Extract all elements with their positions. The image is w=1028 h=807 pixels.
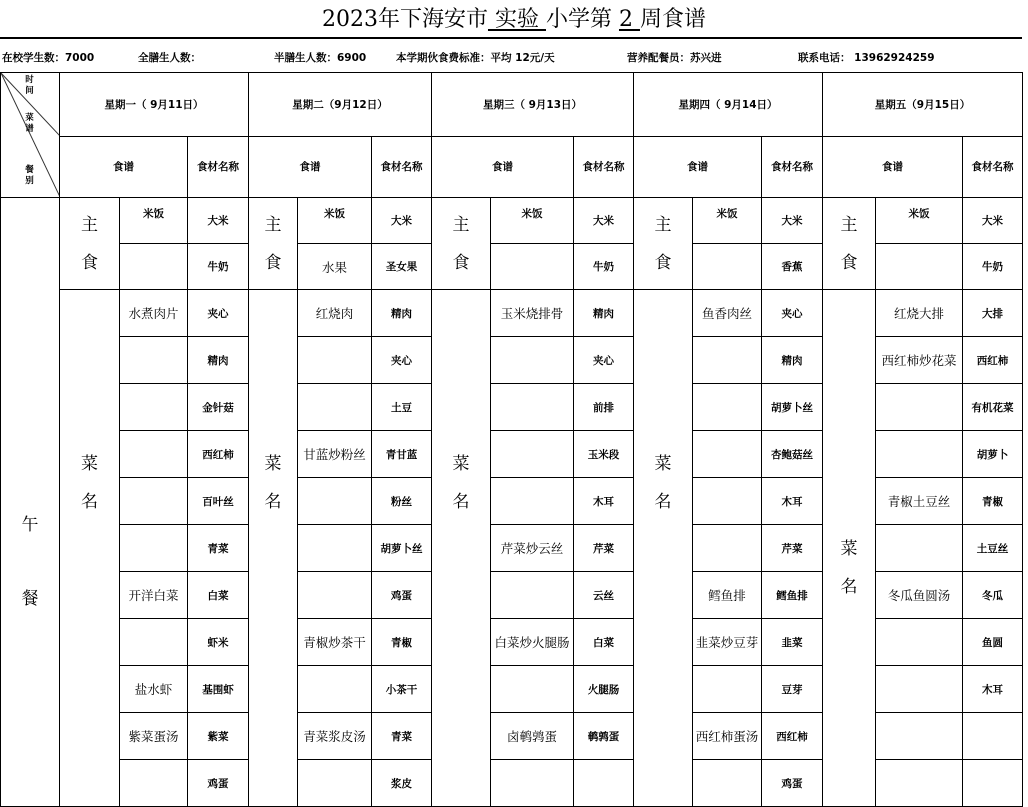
dishes-char-2: 名 (654, 492, 672, 512)
recipe-cell (876, 666, 963, 713)
title-school: 实验 (487, 7, 546, 32)
ingredient-cell: 胡萝卜丝 (762, 384, 823, 431)
ingredient-column-header: 食材名称 (188, 136, 249, 198)
staple-char-1: 主 (840, 214, 858, 235)
ingredient-cell: 大米 (188, 198, 249, 244)
recipe-cell (491, 666, 574, 713)
meal-type-lunch (1, 198, 60, 807)
recipe-cell (120, 619, 188, 666)
recipe-cell (491, 478, 574, 525)
staple-char-1: 主 (264, 214, 282, 235)
recipe-cell: 白菜炒火腿肠 (491, 619, 574, 666)
ingredient-cell: 青椒 (963, 478, 1023, 525)
recipe-cell (120, 478, 188, 525)
ingredient-cell: 芹菜 (762, 525, 823, 572)
fee-standard: 本学期伙食费标准：平均 12元/天 (396, 52, 555, 64)
dishes-char-2: 名 (81, 492, 98, 512)
ingredient-cell: 基围虾 (188, 666, 249, 713)
ingredient-column-header: 食材名称 (574, 136, 634, 198)
staple-char-2: 食 (264, 252, 282, 273)
recipe-cell: 卤鹌鹑蛋 (491, 713, 574, 760)
recipe-cell: 芹菜炒云丝 (491, 525, 574, 572)
ingredient-cell: 玉米段 (574, 431, 634, 478)
dishes-char-1: 菜 (264, 454, 282, 474)
recipe-cell (298, 525, 372, 572)
ingredient-cell: 木耳 (762, 478, 823, 525)
ingredient-cell: 牛奶 (963, 244, 1023, 290)
ingredient-cell: 有机花菜 (963, 384, 1023, 431)
recipe-cell: 米饭 (298, 198, 372, 244)
title-week: 2 (618, 7, 640, 32)
staple-char-2: 食 (81, 252, 98, 273)
recipe-cell: 水果 (298, 244, 372, 290)
ingredient-cell: 精肉 (762, 337, 823, 384)
ingredient-cell: 大米 (963, 198, 1023, 244)
recipe-cell (693, 525, 762, 572)
dishes-char-1: 菜 (452, 454, 470, 474)
corner-label-menu: 菜谱 (25, 113, 34, 134)
recipe-cell (491, 760, 574, 807)
ingredient-cell: 牛奶 (574, 244, 634, 290)
dishes-char-1: 菜 (840, 539, 858, 559)
title-prefix: 2023年下海安市 (321, 7, 488, 32)
ingredient-cell: 大米 (372, 198, 432, 244)
recipe-cell: 甘蓝炒粉丝 (298, 431, 372, 478)
ingredient-cell: 虾米 (188, 619, 249, 666)
ingredient-cell: 夹心 (372, 337, 432, 384)
recipe-cell: 水煮肉片 (120, 290, 188, 337)
recipe-cell (120, 244, 188, 290)
ingredient-column-header: 食材名称 (372, 136, 432, 198)
recipe-cell: 米饭 (491, 198, 574, 244)
staple-char-2: 食 (654, 252, 672, 273)
ingredient-cell: 夹心 (188, 290, 249, 337)
recipe-cell (120, 431, 188, 478)
dietitian: 营养配餐员：苏兴进 (627, 52, 722, 64)
ingredient-cell: 大排 (963, 290, 1023, 337)
day-header-2: 星期二（9月12日） (249, 73, 432, 137)
staple-group-label (634, 198, 693, 290)
ingredient-cell (963, 713, 1023, 760)
staple-char-2: 食 (840, 252, 858, 273)
ingredient-cell: 香蕉 (762, 244, 823, 290)
recipe-cell (298, 384, 372, 431)
recipe-cell: 盐水虾 (120, 666, 188, 713)
staple-group-label (432, 198, 491, 290)
ingredient-cell: 浆皮 (372, 760, 432, 807)
ingredient-cell: 夹心 (762, 290, 823, 337)
corner-header-cell (1, 73, 60, 198)
day-header-5: 星期五（9月15日） (823, 73, 1023, 137)
ingredient-cell: 粉丝 (372, 478, 432, 525)
ingredient-cell: 西红柿 (963, 337, 1023, 384)
recipe-cell (693, 478, 762, 525)
recipe-cell (693, 760, 762, 807)
title-middle: 小学第 (545, 7, 619, 32)
ingredient-cell: 青菜 (372, 713, 432, 760)
recipe-cell (298, 572, 372, 619)
ingredient-cell: 前排 (574, 384, 634, 431)
recipe-cell (491, 431, 574, 478)
recipe-cell (876, 431, 963, 478)
contact-phone: 联系电话： 13962924259 (798, 52, 935, 64)
day-header-3: 星期三（ 9月13日） (432, 73, 634, 137)
menu-table (0, 72, 1023, 807)
ingredient-cell: 云丝 (574, 572, 634, 619)
recipe-cell: 青椒土豆丝 (876, 478, 963, 525)
recipe-cell (876, 525, 963, 572)
ingredient-cell: 精肉 (372, 290, 432, 337)
staple-char-1: 主 (452, 214, 470, 235)
recipe-cell: 米饭 (120, 198, 188, 244)
recipe-cell (693, 431, 762, 478)
page-title (0, 0, 1028, 38)
recipe-cell (876, 384, 963, 431)
dishes-group-label (249, 290, 298, 807)
ingredient-cell: 精肉 (574, 290, 634, 337)
recipe-cell (298, 760, 372, 807)
staple-char-1: 主 (81, 214, 98, 235)
dishes-char-1: 菜 (654, 454, 672, 474)
ingredient-cell: 鸡蛋 (762, 760, 823, 807)
recipe-cell: 开洋白菜 (120, 572, 188, 619)
ingredient-cell: 大米 (762, 198, 823, 244)
ingredient-cell: 西红柿 (762, 713, 823, 760)
ingredient-cell: 土豆丝 (963, 525, 1023, 572)
recipe-cell (120, 384, 188, 431)
ingredient-cell: 豆芽 (762, 666, 823, 713)
recipe-cell (693, 244, 762, 290)
day-header-4: 星期四（ 9月14日） (634, 73, 823, 137)
ingredient-cell: 圣女果 (372, 244, 432, 290)
recipe-cell (491, 572, 574, 619)
recipe-cell (298, 478, 372, 525)
recipe-cell: 西红柿蛋汤 (693, 713, 762, 760)
ingredient-cell: 鸡蛋 (372, 572, 432, 619)
ingredient-cell: 火腿肠 (574, 666, 634, 713)
recipe-cell: 青菜浆皮汤 (298, 713, 372, 760)
staple-char-2: 食 (452, 252, 470, 273)
ingredient-cell: 鳕鱼排 (762, 572, 823, 619)
recipe-cell (120, 337, 188, 384)
corner-label-meal-type: 餐别 (25, 165, 34, 186)
recipe-cell: 西红柿炒花菜 (876, 337, 963, 384)
recipe-cell (876, 244, 963, 290)
meal-label-char-2: 餐 (21, 589, 39, 609)
ingredient-cell: 木耳 (963, 666, 1023, 713)
dishes-char-2: 名 (452, 492, 470, 512)
staple-group-label (823, 198, 876, 290)
recipe-column-header: 食谱 (432, 136, 574, 198)
ingredient-column-header: 食材名称 (963, 136, 1023, 198)
recipe-column-header: 食谱 (823, 136, 963, 198)
ingredient-cell: 小茶干 (372, 666, 432, 713)
corner-label-time: 时间 (25, 75, 34, 96)
meal-label-char-1: 午 (21, 515, 39, 535)
ingredient-cell: 金针菇 (188, 384, 249, 431)
full-board-count: 全膳生人数： (138, 52, 201, 64)
recipe-cell: 红烧大排 (876, 290, 963, 337)
recipe-cell (120, 525, 188, 572)
recipe-cell: 玉米烧排骨 (491, 290, 574, 337)
recipe-cell: 紫菜蛋汤 (120, 713, 188, 760)
student-count: 在校学生数：7000 (2, 52, 95, 64)
ingredient-cell: 胡萝卜丝 (372, 525, 432, 572)
recipe-cell: 红烧肉 (298, 290, 372, 337)
ingredient-cell: 冬瓜 (963, 572, 1023, 619)
ingredient-cell: 鱼圆 (963, 619, 1023, 666)
dishes-group-label (634, 290, 693, 807)
ingredient-cell: 紫菜 (188, 713, 249, 760)
recipe-cell (491, 384, 574, 431)
ingredient-cell: 夹心 (574, 337, 634, 384)
recipe-cell (693, 666, 762, 713)
dishes-group-label (823, 290, 876, 807)
ingredient-cell: 鸡蛋 (188, 760, 249, 807)
ingredient-cell: 鹌鹑蛋 (574, 713, 634, 760)
ingredient-cell: 青甘蓝 (372, 431, 432, 478)
recipe-cell: 韭菜炒豆芽 (693, 619, 762, 666)
recipe-cell (491, 244, 574, 290)
recipe-cell: 鳕鱼排 (693, 572, 762, 619)
ingredient-cell: 白菜 (188, 572, 249, 619)
recipe-cell (298, 666, 372, 713)
ingredient-cell: 土豆 (372, 384, 432, 431)
ingredient-column-header: 食材名称 (762, 136, 823, 198)
recipe-cell (876, 713, 963, 760)
recipe-cell (693, 384, 762, 431)
recipe-cell (876, 619, 963, 666)
dishes-char-1: 菜 (81, 454, 98, 474)
dishes-char-2: 名 (840, 577, 858, 597)
ingredient-cell: 白菜 (574, 619, 634, 666)
ingredient-cell: 牛奶 (188, 244, 249, 290)
recipe-cell: 青椒炒茶干 (298, 619, 372, 666)
recipe-column-header: 食谱 (634, 136, 762, 198)
half-board-count: 半膳生人数：6900 (274, 52, 367, 64)
staple-group-label (249, 198, 298, 290)
ingredient-cell (963, 760, 1023, 807)
ingredient-cell: 韭菜 (762, 619, 823, 666)
day-header-1: 星期一（ 9月11日） (60, 73, 249, 137)
staple-group-label (60, 198, 120, 290)
recipe-cell (120, 760, 188, 807)
ingredient-cell: 百叶丝 (188, 478, 249, 525)
recipe-cell: 米饭 (693, 198, 762, 244)
ingredient-cell: 芹菜 (574, 525, 634, 572)
ingredient-cell: 青椒 (372, 619, 432, 666)
ingredient-cell: 杏鲍菇丝 (762, 431, 823, 478)
recipe-cell: 冬瓜鱼圆汤 (876, 572, 963, 619)
ingredient-cell: 木耳 (574, 478, 634, 525)
dishes-char-2: 名 (264, 492, 282, 512)
recipe-cell (491, 337, 574, 384)
ingredient-cell: 精肉 (188, 337, 249, 384)
recipe-cell: 鱼香肉丝 (693, 290, 762, 337)
ingredient-cell: 胡萝卜 (963, 431, 1023, 478)
recipe-cell (298, 337, 372, 384)
recipe-column-header: 食谱 (60, 136, 188, 198)
info-bar (0, 37, 1022, 74)
ingredient-cell: 大米 (574, 198, 634, 244)
ingredient-cell: 青菜 (188, 525, 249, 572)
recipe-cell (876, 760, 963, 807)
recipe-column-header: 食谱 (249, 136, 372, 198)
recipe-cell: 米饭 (876, 198, 963, 244)
ingredient-cell (574, 760, 634, 807)
staple-char-1: 主 (654, 214, 672, 235)
dishes-group-label (60, 290, 120, 807)
title-suffix: 周食谱 (639, 7, 706, 32)
dishes-group-label (432, 290, 491, 807)
ingredient-cell: 西红柿 (188, 431, 249, 478)
recipe-cell (693, 337, 762, 384)
